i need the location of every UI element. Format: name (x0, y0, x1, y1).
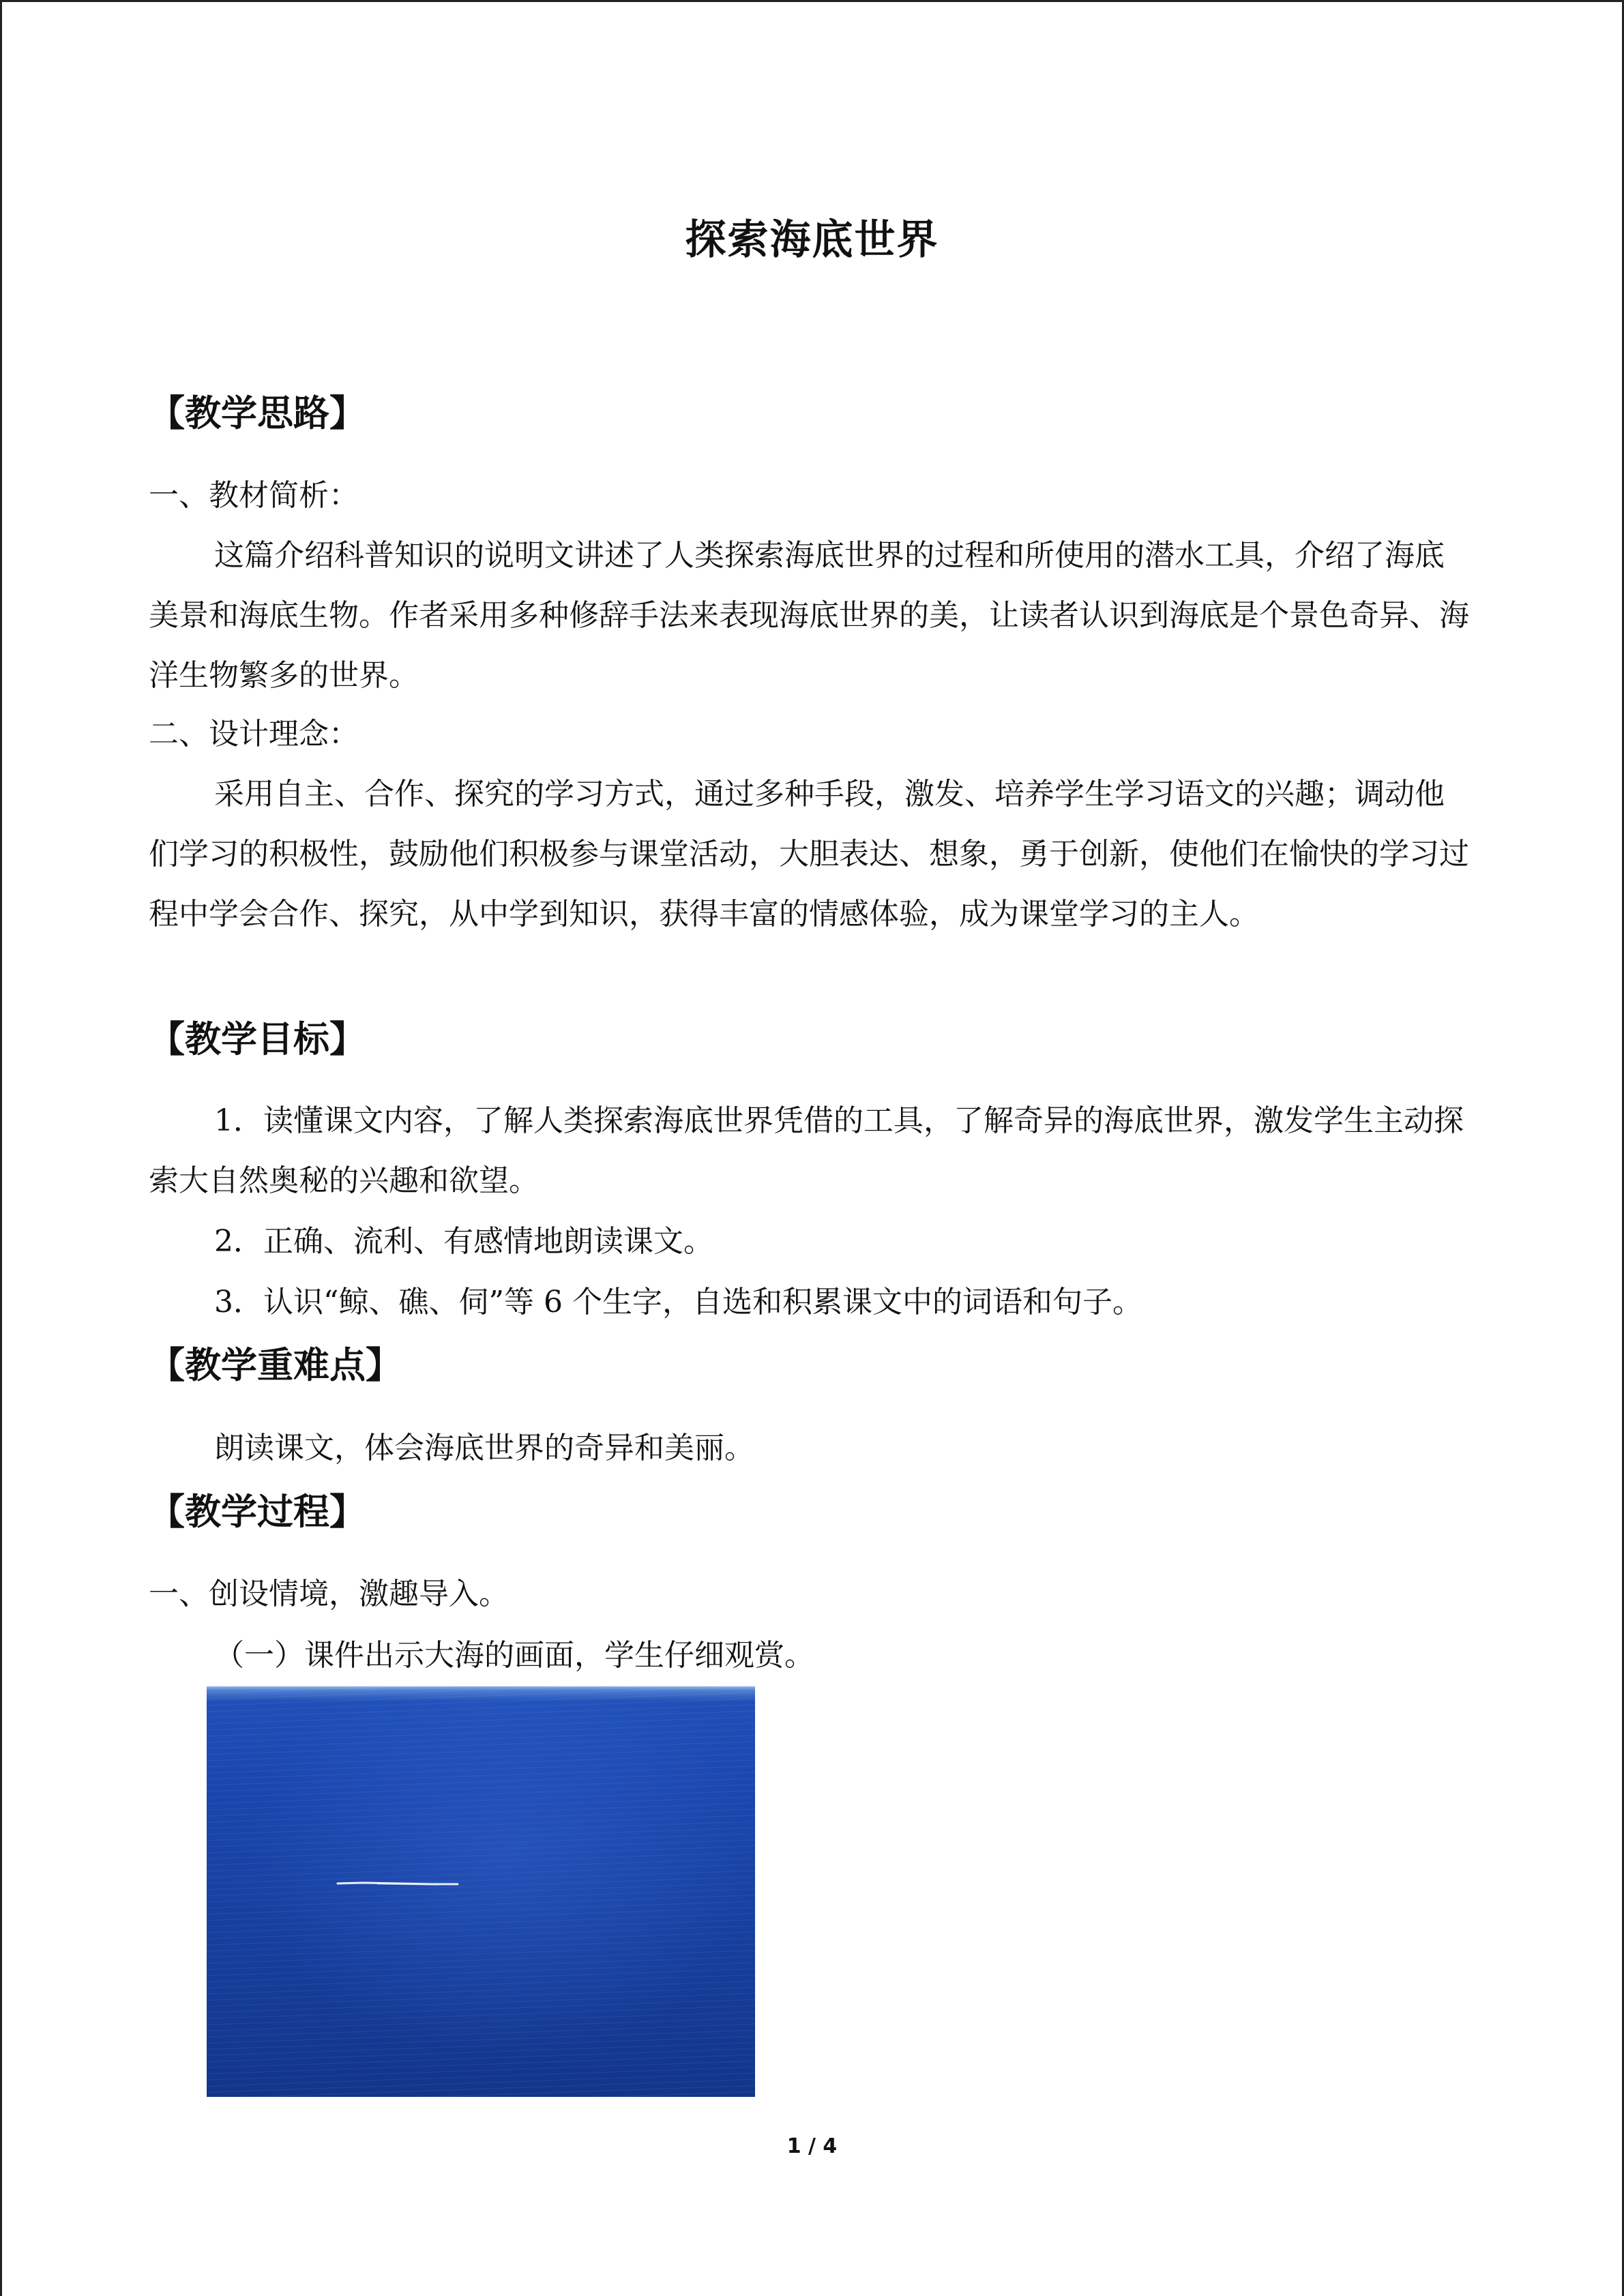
approach-part2-label: 二、设计理念： (149, 717, 359, 751)
section-heading-approach: 【教学思路】 (149, 393, 366, 434)
key-points-text: 朗读课文，体会海底世界的奇异和美丽。 (214, 1431, 754, 1465)
page-number: 1 / 4 (786, 2134, 838, 2158)
process-step-1: 一、创设情境，激趣导入。 (149, 1577, 509, 1611)
approach-part1-label: 一、教材简析： (149, 478, 359, 513)
goal-item-1: 1．读懂课文内容，了解人类探索海底世界凭借的工具，了解奇异的海底世界，激发学生主动探索大自然奥秘的兴趣和欲望。 (149, 1103, 1464, 1198)
goal-item-3: 3．认识“鲸、礁、伺”等 6 个生字，自选和积累课文中的词语和句子。 (214, 1285, 1142, 1320)
section-heading-process: 【教学过程】 (149, 1491, 366, 1533)
document-title: 探索海底世界 (685, 216, 939, 264)
section-heading-key-points: 【教学重难点】 (149, 1345, 402, 1386)
goal-item-2: 2．正确、流利、有感情地朗读课文。 (214, 1224, 713, 1259)
approach-part2-text: 采用自主、合作、探究的学习方式，通过多种手段，激发、培养学生学习语文的兴趣；调动他们学习的积极性，鼓励他们积极参与课堂活动，大胆表达、想象，勇于创新，使他们在愉快的学习过程中学会合作、探究，从中学到知识，获得丰富的情感体验，成为课堂学习的主人。 (149, 777, 1469, 931)
boat-wake (336, 1880, 459, 1887)
approach-part1-text: 这篇介绍科普知识的说明文讲述了人类探索海底世界的过程和所使用的潜水工具，介绍了海底美景和海底生物。作者采用多种修辞手法来表现海底世界的美，让读者认识到海底是个景色奇异、海洋生物繁多的世界。 (149, 538, 1469, 693)
process-step-1-sub-1: （一）课件出示大海的画面，学生仔细观赏。 (214, 1638, 814, 1673)
ocean-photo (207, 1686, 755, 2097)
section-heading-goals: 【教学目标】 (149, 1019, 366, 1060)
